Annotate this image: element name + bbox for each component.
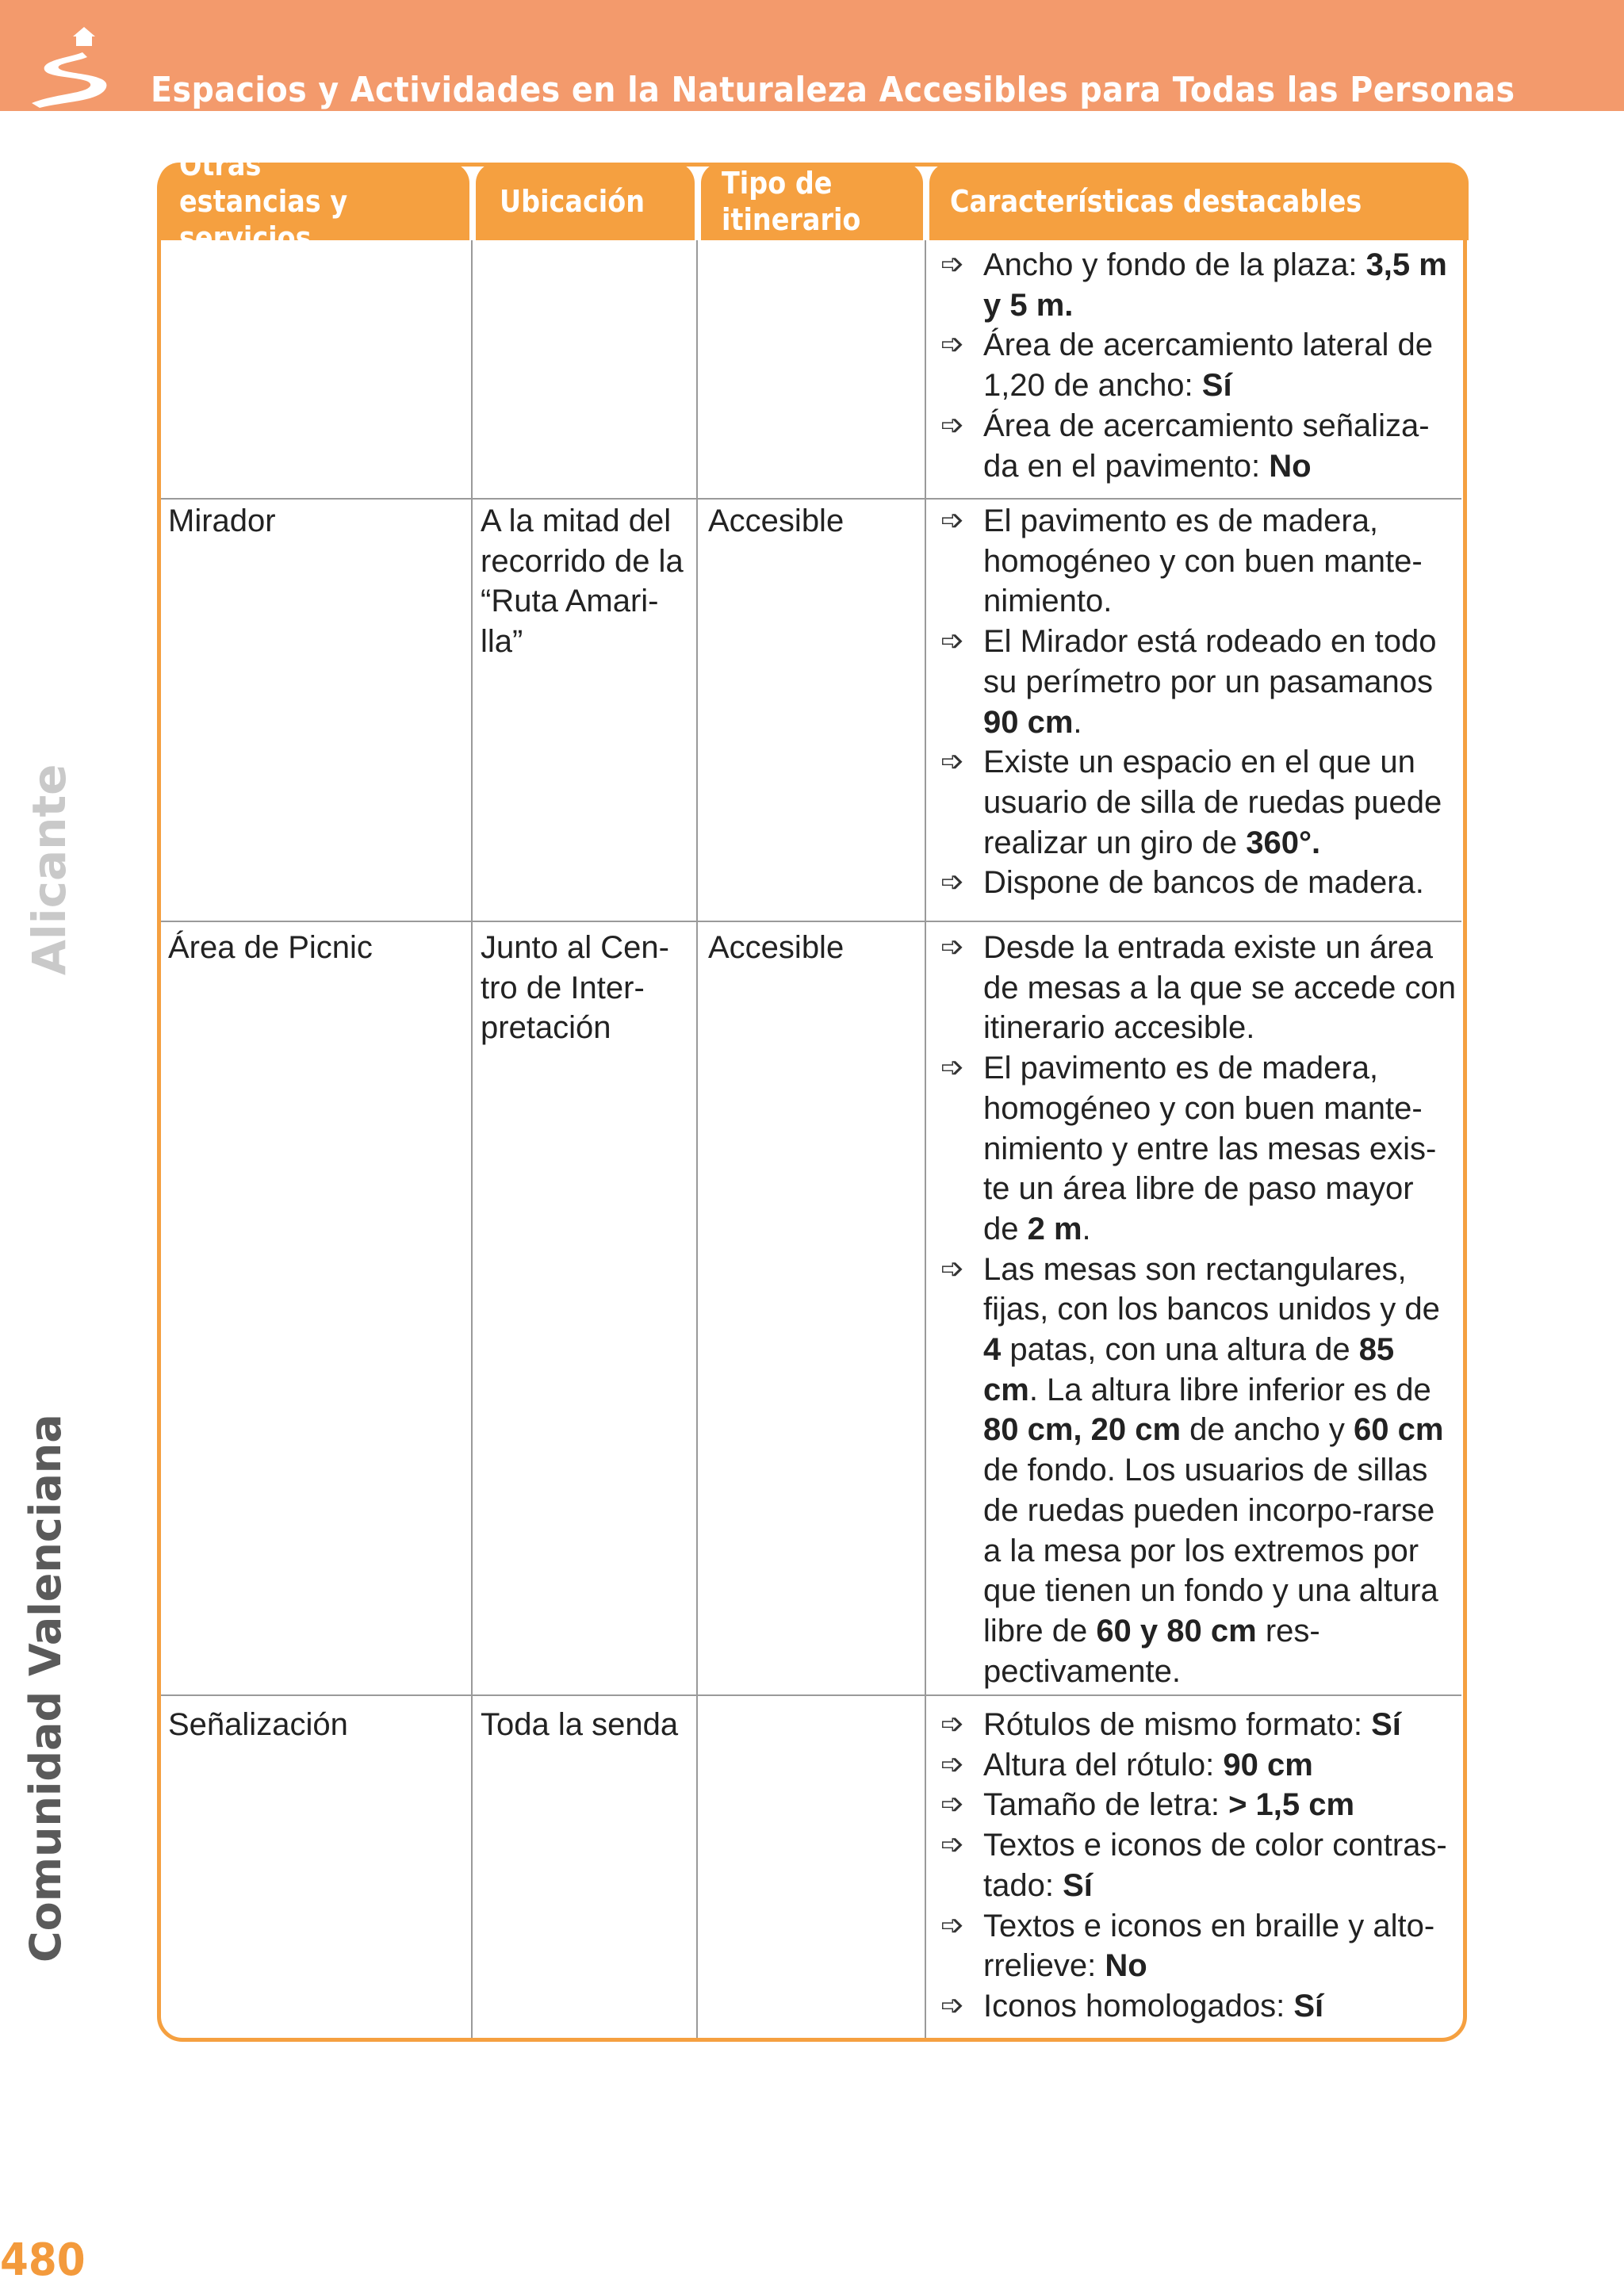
- table-cell-ubicacion: Toda la senda: [481, 1707, 679, 1742]
- table-cell-ubicacion: A la mitad del recorrido de la “Ruta Amari-lla”: [481, 504, 684, 660]
- column-header-ubicacion: [476, 163, 695, 240]
- feature-item: ➩ Textos e iconos de color contras-tado: Sí: [940, 1825, 1456, 1905]
- table-cell-estancia: Área de Picnic: [168, 930, 373, 965]
- table-cell-tipo: Accesible: [708, 930, 845, 965]
- feature-item: ➩ Área de acercamiento señaliza-da en el pavimento: No: [940, 406, 1456, 486]
- row-divider: [161, 498, 1461, 500]
- column-header-caracteristicas-label: Características destacables: [950, 184, 1362, 219]
- feature-item: ➩ Iconos homologados: Sí: [940, 1986, 1456, 2027]
- feature-item: ➩ Existe un espacio en el que un usuario de silla de ruedas puede realizar un giro de 360°.: [940, 742, 1456, 863]
- feature-item: ➩ Dispone de bancos de madera.: [940, 863, 1456, 903]
- row-divider: [161, 921, 1461, 922]
- column-header-tipo: [701, 163, 923, 240]
- table-cell-ubicacion: Junto al Cen-tro de Inter-pretación: [481, 930, 669, 1046]
- feature-item: ➩ Las mesas son rectangulares, fijas, con los bancos unidos y de 4 patas, con una altura de 85 cm. La altura libre inferior es de 80 cm, 20 cm de ancho y 60 cm de fondo. Los usuarios de sillas de ruedas pueden incorpo-rarse a la mesa por los extremos por que tienen un fondo y una altura libre de 60 y 80 cm res-pectivamente.: [940, 1250, 1456, 1692]
- column-divider: [696, 240, 698, 2038]
- feature-item: ➩ El Mirador está rodeado en todo su perímetro por un pasamanos 90 cm.: [940, 622, 1456, 742]
- features-list: [940, 1705, 1456, 2027]
- feature-item: ➩ Ancho y fondo de la plaza: 3,5 m y 5 m.: [940, 245, 1456, 325]
- column-header-tipo-label: Tipo de itinerario: [722, 166, 861, 237]
- column-header-caracteristicas: [929, 163, 1469, 240]
- feature-item: ➩ Desde la entrada existe un área de mesas a la que se accede con itinerario accesible.: [940, 928, 1456, 1048]
- features-list: [940, 928, 1456, 1691]
- feature-item: ➩ Textos e iconos en braille y alto-rrelieve: No: [940, 1906, 1456, 1986]
- running-header-title: Espacios y Actividades en la Naturaleza Accesibles para Todas las Personas: [151, 70, 1515, 110]
- table-cell-estancia: Mirador: [168, 504, 276, 538]
- house-path-logo-icon: [24, 14, 119, 109]
- feature-item: ➩ Rótulos de mismo formato: Sí: [940, 1705, 1456, 1745]
- table-cell-tipo: Accesible: [708, 504, 845, 538]
- page-number: 480: [0, 2234, 86, 2286]
- table-cell-estancia: Señalización: [168, 1707, 348, 1742]
- feature-item: ➩ Área de acercamiento lateral de 1,20 de ancho: Sí: [940, 325, 1456, 405]
- feature-item: ➩ El pavimento es de madera, homogéneo y con buen mante-nimiento y entre las mesas exis-te un área libre de paso mayor de 2 m.: [940, 1048, 1456, 1250]
- row-divider: [161, 1694, 1461, 1696]
- feature-item: ➩ Altura del rótulo: 90 cm: [940, 1745, 1456, 1786]
- feature-item: ➩ Tamaño de letra: > 1,5 cm: [940, 1785, 1456, 1825]
- features-list: [940, 245, 1456, 486]
- side-label-community: Comunidad Valenciana: [21, 1414, 71, 1962]
- features-list: [940, 501, 1456, 903]
- column-divider: [925, 240, 926, 2038]
- column-header-ubicacion-label: Ubicación: [500, 184, 645, 219]
- side-label-region: Alicante: [22, 764, 76, 975]
- column-header-estancias: [159, 147, 469, 255]
- feature-item: ➩ El pavimento es de madera, homogéneo y con buen mante-nimiento.: [940, 501, 1456, 622]
- column-header-estancias-label: Otras estancias y servicios: [179, 147, 348, 255]
- column-divider: [471, 240, 473, 2038]
